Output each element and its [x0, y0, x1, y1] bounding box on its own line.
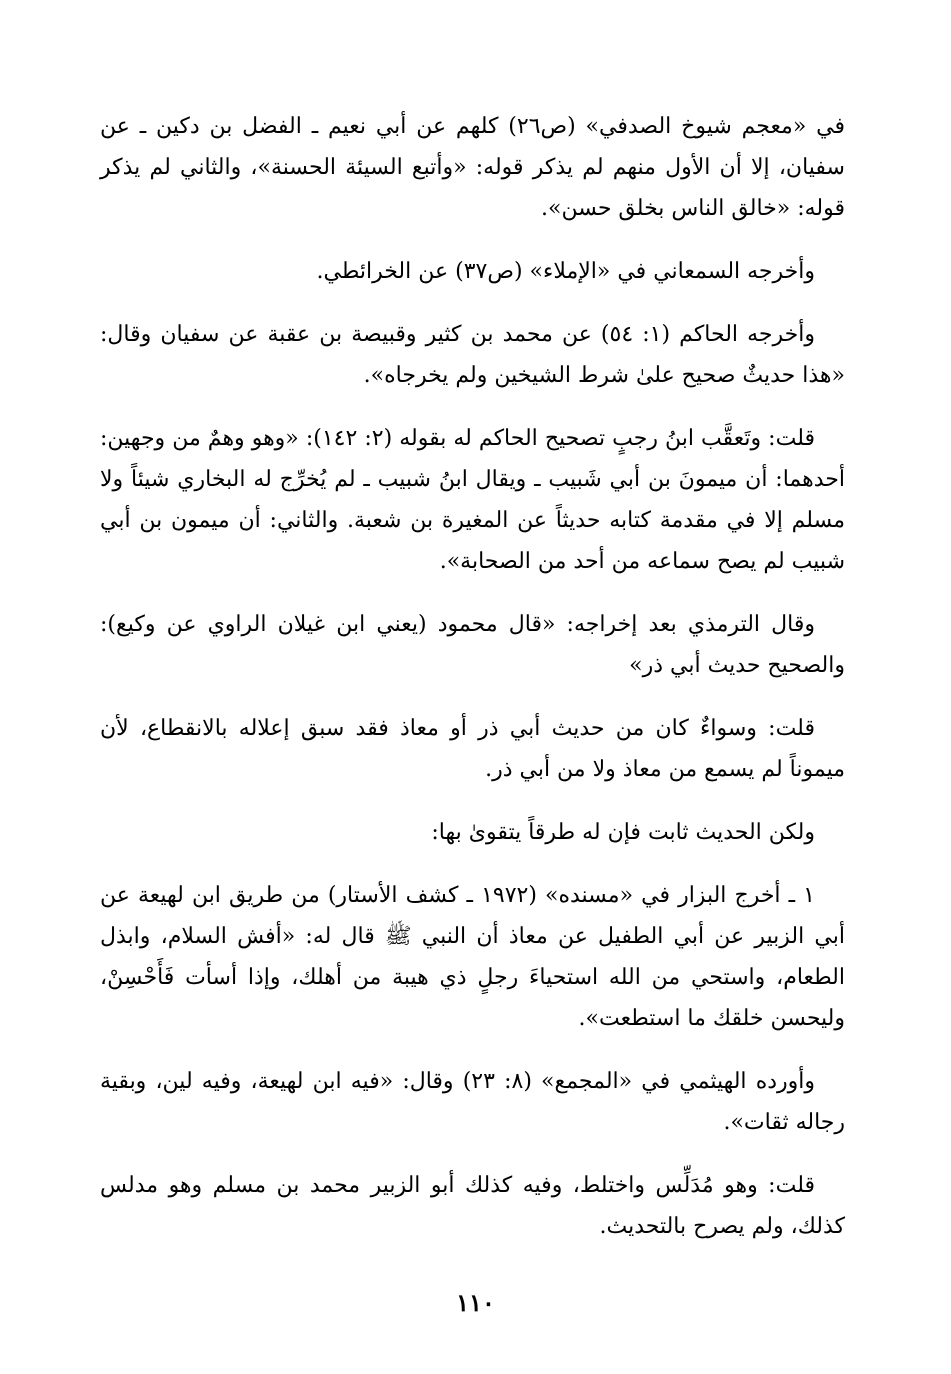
page-number: ١١٠ [456, 1288, 495, 1317]
paragraph-4: قلت: وتَعقَّب ابنُ رجبٍ تصحيح الحاكم له بقوله (٢: ١٤٢): «وهو وهمٌ من وجهين: أحدهما: أن ميمونَ بن أبي شَبيب ـ ويقال ابنُ شبيب ـ لم يُخرِّج له البخاري شيئاً ولا مسلم إلا في مقدمة كتابه حديثاً عن المغيرة بن شعبة. والثاني: أن ميمون بن أبي شبيب لم يصح سماعه من أحد من الصحابة». [100, 426, 845, 574]
paragraph-10: قلت: وهو مُدَلِّس واختلط، وفيه كذلك أبو الزبير محمد بن مسلم وهو مدلس كذلك، ولم يصرح بالتحديث. [100, 1173, 845, 1239]
page-body [100, 106, 845, 1269]
paragraph-8: ١ ـ أخرج البزار في «مسنده» (١٩٧٢ ـ كشف الأستار) من طريق ابن لهيعة عن أبي الزبير عن أبي الطفيل عن معاذ أن النبي ﷺ قال له: «أفش السلام، وابذل الطعام، واستحي من الله استحياءَ رجلٍ ذي هيبة من أهلك، وإذا أسأت فَأَحْسِنْ، وليحسن خلقك ما استطعت». [100, 883, 845, 1031]
paragraph-9: وأورده الهيثمي في «المجمع» (٨: ٢٣) وقال: «فيه ابن لهيعة، وفيه لين، وبقية رجاله ثقات». [100, 1069, 845, 1135]
paragraph-5: وقال الترمذي بعد إخراجه: «قال محمود (يعني ابن غيلان الراوي عن وكيع): والصحيح حديث أبي ذر» [100, 612, 845, 678]
paragraph-7: ولكن الحديث ثابت فإن له طرقاً يتقوىٰ بها: [431, 820, 815, 845]
paragraph-3: وأخرجه الحاكم (١: ٥٤) عن محمد بن كثير وقبيصة بن عقبة عن سفيان وقال: «هذا حديثٌ صحيح علىٰ شرط الشيخين ولم يخرجاه». [100, 322, 845, 388]
paragraph-6: قلت: وسواءٌ كان من حديث أبي ذر أو معاذ فقد سبق إعلاله بالانقطاع، لأن ميموناً لم يسمع من معاذ ولا من أبي ذر. [100, 716, 845, 782]
paragraph-2: وأخرجه السمعاني في «الإملاء» (ص٣٧) عن الخرائطي. [316, 259, 815, 284]
paragraph-1: في «معجم شيوخ الصدفي» (ص٢٦) كلهم عن أبي نعيم ـ الفضل بن دكين ـ عن سفيان، إلا أن الأول منهم لم يذكر قوله: «وأتبع السيئة الحسنة»، والثاني لم يذكر قوله: «خالق الناس بخلق حسن». [100, 114, 845, 221]
